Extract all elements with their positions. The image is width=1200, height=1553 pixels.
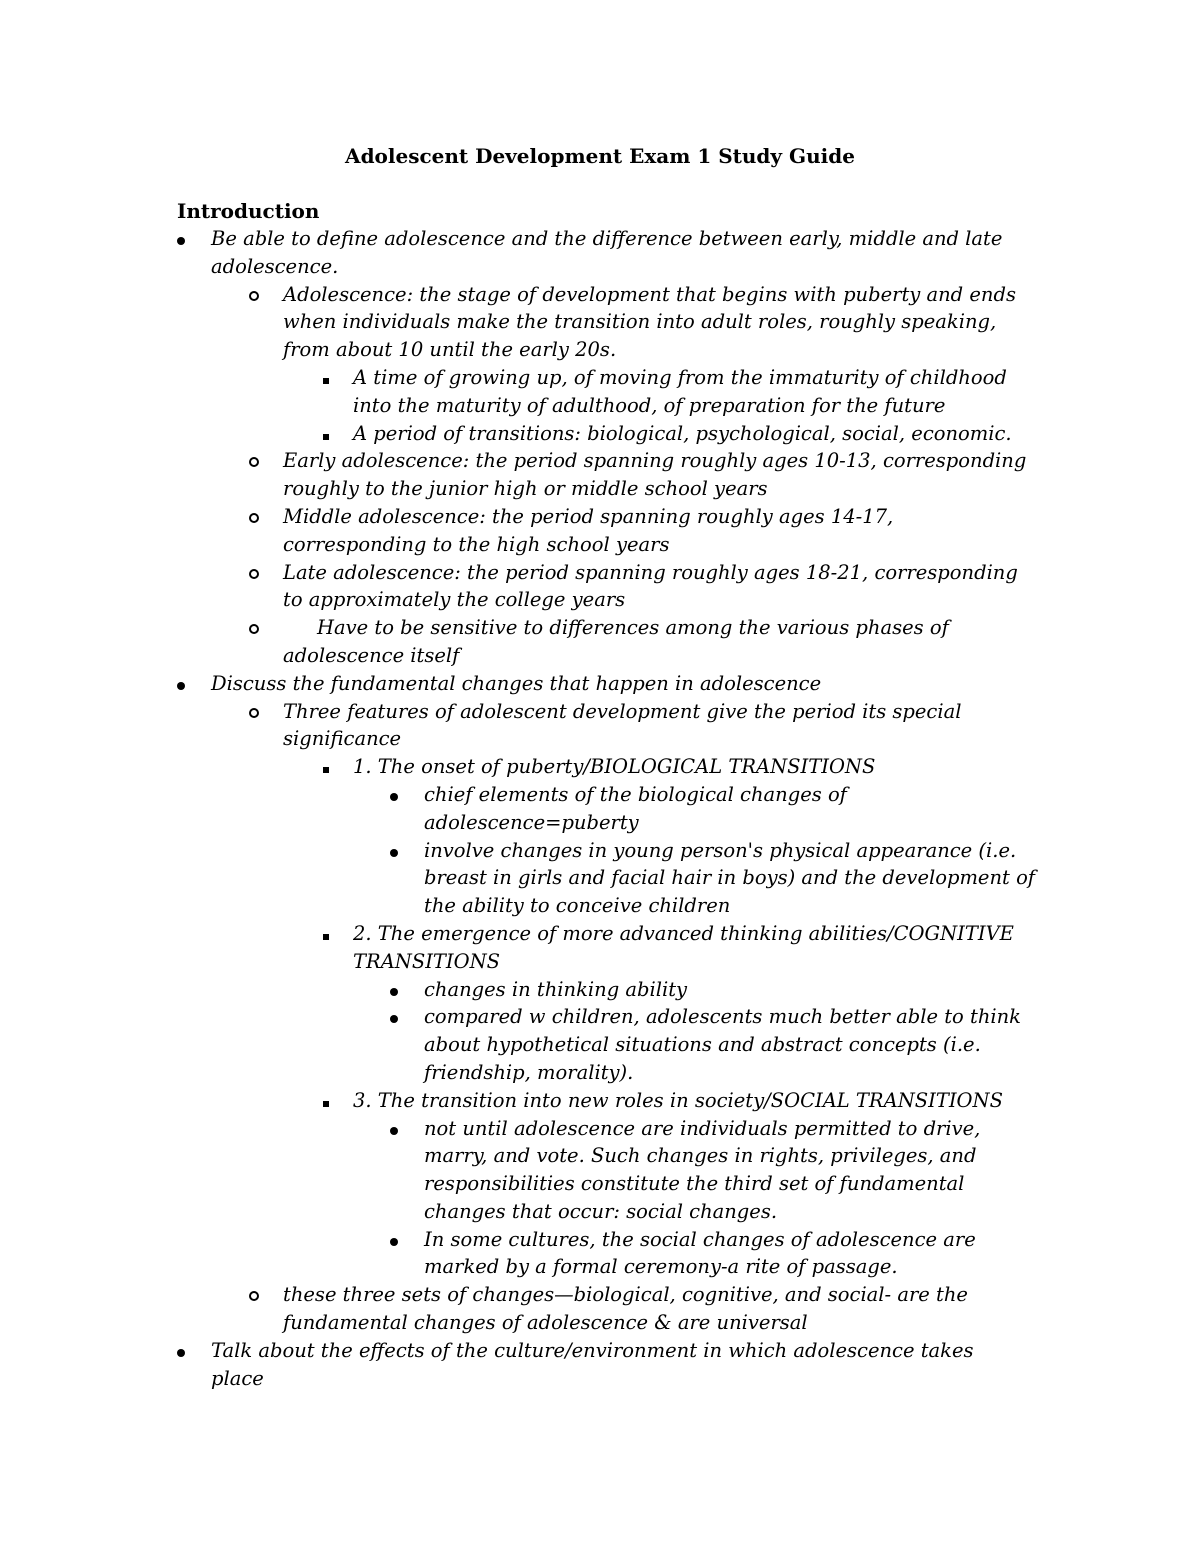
list-item-text: these three sets of changes—biological, cognitive, and social- are the fundamental changes of adolescence & are universal <box>283 1283 968 1335</box>
disc-bullet-icon <box>390 781 398 809</box>
page-title: Adolescent Development Exam 1 Study Guide <box>345 144 855 168</box>
list-item <box>283 1281 1038 1337</box>
list-item <box>283 503 1038 559</box>
disc-bullet-icon <box>390 1115 398 1143</box>
list-item-text: 2. The emergence of more advanced thinking abilities/COGNITIVE TRANSITIONS <box>353 921 1014 973</box>
list-item <box>424 1115 1038 1226</box>
circle-bullet-icon <box>249 281 259 309</box>
list-item <box>353 1087 1038 1115</box>
list-item <box>283 614 1038 670</box>
square-bullet-icon <box>323 364 329 392</box>
list-item <box>211 1337 1031 1393</box>
list-item-text: compared w children, adolescents much better able to think about hypothetical situations and abstract concepts (i.e. friendship, morality). <box>424 1005 1021 1084</box>
disc-bullet-icon <box>390 1003 398 1031</box>
circle-bullet-icon <box>249 503 259 531</box>
list-item-text: 1. The onset of puberty/BIOLOGICAL TRANSITIONS <box>353 755 876 779</box>
disc-bullet-icon <box>177 670 185 698</box>
list-item-text: changes in thinking ability <box>424 977 688 1001</box>
outline-list <box>0 225 1200 1392</box>
disc-bullet-icon <box>390 1226 398 1254</box>
disc-bullet-icon <box>177 1337 185 1365</box>
list-item <box>424 1226 1038 1282</box>
square-bullet-icon <box>323 920 329 948</box>
disc-bullet-icon <box>390 976 398 1004</box>
list-item-text: Have to be sensitive to differences among the various phases of adolescence itself <box>283 616 949 667</box>
disc-bullet-icon <box>177 225 185 253</box>
list-item-text: In some cultures, the social changes of adolescence are marked by a formal ceremony-a rite of passage. <box>424 1227 976 1279</box>
square-bullet-icon <box>323 753 329 781</box>
circle-bullet-icon <box>249 1281 259 1309</box>
section-heading: Introduction <box>177 199 320 223</box>
square-bullet-icon <box>323 1087 329 1115</box>
list-item <box>424 1003 1038 1086</box>
list-item <box>424 781 1038 837</box>
circle-bullet-icon <box>249 614 259 642</box>
list-item <box>211 225 1031 281</box>
list-item <box>353 420 1038 448</box>
list-item-text: Late adolescence: the period spanning roughly ages 18-21, corresponding to approximately the college years <box>283 560 1018 612</box>
list-item-text: Discuss the fundamental changes that happen in adolescence <box>211 671 822 695</box>
list-item-text: Middle adolescence: the period spanning roughly ages 14-17, corresponding to the high school years <box>283 504 894 556</box>
list-item <box>353 920 1038 976</box>
list-item-text: Adolescence: the stage of development that begins with puberty and ends when individuals make the transition into adult roles, roughly speaking, from about 10 until the early 20s. <box>283 282 1016 362</box>
list-item <box>283 698 1038 754</box>
circle-bullet-icon <box>249 447 259 475</box>
list-item-text: A time of growing up, of moving from the immaturity of childhood into the maturity of adulthood, of preparation for the future <box>353 365 1007 417</box>
list-item-text: chief elements of the biological changes of adolescence=puberty <box>424 782 847 834</box>
list-item-text: Talk about the effects of the culture/environment in which adolescence takes place <box>211 1338 974 1390</box>
list-item <box>211 670 1031 698</box>
list-item-text: Early adolescence: the period spanning roughly ages 10-13, corresponding roughly to the junior high or middle school years <box>283 449 1027 501</box>
circle-bullet-icon <box>249 698 259 726</box>
list-item <box>424 837 1038 920</box>
list-item-text: involve changes in young person's physical appearance (i.e. breast in girls and facial hair in boys) and the development of the ability to conceive children <box>424 838 1036 918</box>
list-item <box>283 447 1038 503</box>
list-item-text: Three features of adolescent development give the period its special significance <box>283 699 962 751</box>
list-item <box>424 976 1038 1004</box>
list-item <box>283 281 1038 364</box>
list-item-text: A period of transitions: biological, psychological, social, economic. <box>353 421 1012 445</box>
list-item-text: Be able to define adolescence and the difference between early, middle and late adolescence. <box>211 227 1003 278</box>
circle-bullet-icon <box>249 559 259 587</box>
list-item-text: not until adolescence are individuals permitted to drive, marry, and vote. Such changes in rights, privileges, and responsibilities constitute the third set of fundamental changes that occur: social changes. <box>424 1116 981 1223</box>
list-item <box>353 364 1038 420</box>
square-bullet-icon <box>323 420 329 448</box>
list-item <box>353 753 1038 781</box>
list-item-text: 3. The transition into new roles in society/SOCIAL TRANSITIONS <box>353 1088 1003 1112</box>
disc-bullet-icon <box>390 837 398 865</box>
list-item <box>283 559 1038 615</box>
